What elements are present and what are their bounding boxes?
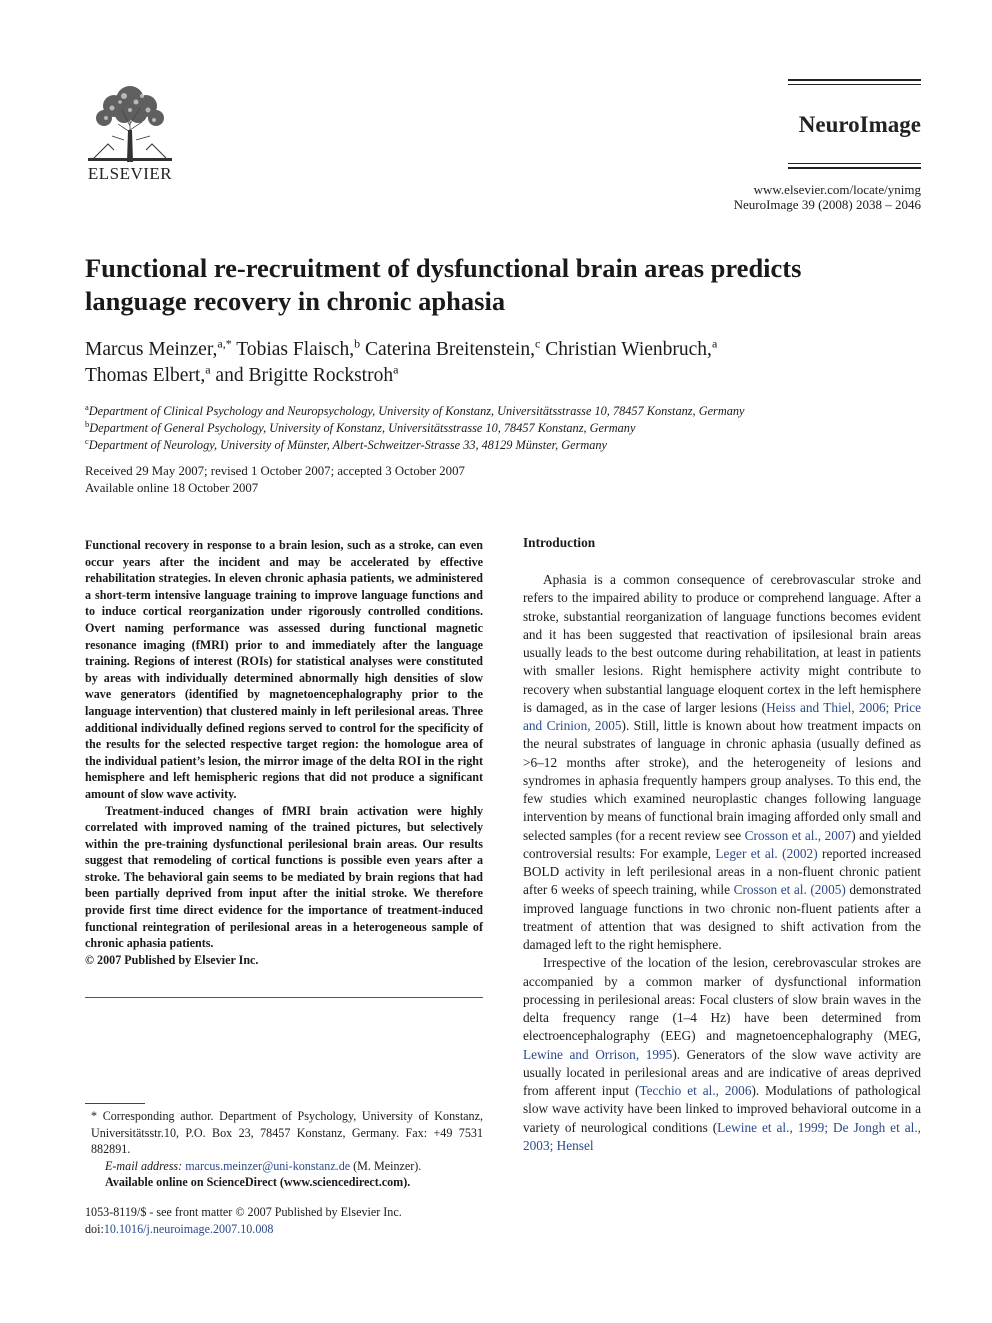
doi-line — [85, 1221, 483, 1238]
author: Tobias Flaisch, — [236, 339, 355, 360]
introduction-text: ). Still, little is known about how treatment impacts on the neural substrates of language in chronic aphasia (usually defined as >6–12 months after stroke), and the heterogeneity of lesions and syndromes in aphasia frequently hampers group analyses. To this end, the few studies which examined neuroplastic changes following language intervention by means of functional brain imaging afforded only small and selected samples (for a recent review see — [523, 718, 921, 843]
introduction-text: ) and yielded controversial results: For example, — [523, 827, 921, 861]
sciencedirect-note: Available online on ScienceDirect (www.sciencedirect.com). — [105, 1175, 411, 1189]
author: Caterina Breitenstein, — [364, 339, 535, 360]
author: Marcus Meinzer, — [85, 339, 218, 360]
corresponding-author: * Corresponding author. Department of Psychology, University of Konstanz, Universitätsstr.10, P.O. Box 23, 78457 Konstanz, Germany. Fax: +49 7531 882891. — [91, 1109, 483, 1156]
issn-line: 1053-8119/$ - see front matter © 2007 Published by Elsevier Inc. — [85, 1205, 402, 1219]
author-affiliation-mark: a — [711, 336, 718, 351]
journal-citation: NeuroImage 39 (2008) 2038 – 2046 — [733, 197, 921, 212]
affiliation-b — [85, 420, 915, 437]
article-title: Functional re-recruitment of dysfunctional brain areas predicts language recovery in chronic aphasia — [85, 253, 802, 316]
email-link[interactable]: marcus.meinzer@uni-konstanz.de — [185, 1158, 351, 1173]
affiliation-c — [85, 437, 915, 454]
email-label: E-mail address: — [105, 1158, 183, 1173]
author: and Brigitte Rockstroh — [215, 365, 394, 386]
author-affiliation-mark: a — [393, 362, 399, 377]
affiliation-text: Department of General Psychology, University of Konstanz, Universitätsstrasse 10, 78457 Konstanz, Germany — [89, 421, 636, 435]
citation-link[interactable]: Crosson et al. (2005) — [733, 882, 846, 898]
abstract-divider — [85, 997, 483, 998]
doi-label: doi: — [85, 1221, 104, 1236]
header-rule-bottom-thin — [788, 163, 921, 164]
author-affiliation-mark: c — [534, 336, 541, 351]
affiliation-text: Department of Clinical Psychology and Neuropsychology, University of Konstanz, Universitätsstrasse 10, 78457 Konstanz, Germany — [88, 404, 745, 418]
abstract-copyright: © 2007 Published by Elsevier Inc. — [85, 952, 259, 967]
abstract-paragraph: Functional recovery in response to a brain lesion, such as a stroke, can even occur years after the incident and may be accelerated by effective rehabilitation strategies. In eleven chronic aphasia patients, we administered a short-term intensive language training to improve language functions and to induce cortical reorganization under rigorously controlled conditions. Overt naming performance was assessed during functional magnetic resonance imaging (fMRI) prior to and immediately after the language training. Regions of interest (ROIs) for statistical analyses were constituted by areas with individually determined abnormally high densities of slow wave generators (identified by magnetoencephalography prior to the language intervention) that clustered mainly in left perilesional areas. Three additional individually defined regions served to control for the specificity of the results for the selected respective target region: the homologue area of the individual patient’s lesion, the mirror image of the delta ROI in the right hemisphere and left hemispheric regions that did not produce a significant amount of slow wave activity. — [85, 538, 483, 801]
citation-link[interactable]: Heiss and Thiel, 2006; Price and Crinion, 2005 — [523, 699, 921, 733]
author-affiliation-mark: a,* — [217, 336, 232, 351]
author-affiliation-mark: b — [354, 336, 361, 351]
introduction-paragraph — [523, 571, 921, 954]
front-matter — [85, 1204, 483, 1237]
doi-link[interactable]: 10.1016/j.neuroimage.2007.10.008 — [103, 1221, 274, 1236]
introduction-text: Irrespective of the location of the lesion, cerebrovascular strokes are accompanied by a common marker of dysfunctional information processing in perilesional areas: Focal clusters of slow brain waves in the delta frequency range (1–4 Hz) have been determined from electroencephalography (EEG) and magnetoencephalography (MEG, — [523, 955, 921, 1044]
elsevier-logo — [84, 80, 176, 184]
introduction-text: ). Modulations of pathological slow wave activity have been linked to improved behavioral outcome in a variety of neurological conditions ( — [523, 1083, 921, 1135]
journal-name: NeuroImage — [798, 112, 921, 137]
introduction-text: reported increased BOLD activity in left perilesional areas in a non-fluent chronic patient after 6 weeks of speech training, while — [523, 845, 921, 898]
introduction-paragraph — [523, 954, 921, 1155]
author: Christian Wienbruch, — [545, 339, 712, 360]
affiliation-key: a — [85, 401, 89, 412]
abstract-paragraph: Treatment-induced changes of fMRI brain activation were highly correlated with improved naming of the trained pictures, but selectively within the pre-training dysfunctional perilesional brain areas. Our results suggest that remodeling of cortical functions is possible even years after a stroke. The behavioral gain seems to be mediated by brain regions that had been partially deprived from input after the initial stroke. We therefore provide first time direct evidence for the importance of treatment-induced functional reintegration of perilesional areas in a heterogeneous sample of chronic aphasia patients. — [85, 803, 483, 951]
author-list — [85, 337, 905, 389]
affiliation-key: c — [85, 435, 89, 446]
footnote-divider — [85, 1103, 145, 1104]
corresponding-author-footnote — [85, 1108, 483, 1191]
citation-link[interactable]: Tecchio et al., 2006 — [639, 1083, 752, 1098]
received-dates: Received 29 May 2007; revised 1 October 2007; accepted 3 October 2007 — [85, 464, 465, 478]
author: Thomas Elbert, — [85, 365, 206, 386]
section-heading-introduction: Introduction — [523, 535, 596, 550]
citation-link[interactable]: Leger et al. (2002) — [715, 845, 818, 861]
header-rule-bottom — [788, 167, 921, 169]
available-online-date: Available online 18 October 2007 — [85, 481, 259, 495]
publisher-name: ELSEVIER — [87, 164, 173, 183]
abstract — [85, 537, 483, 968]
citation-link[interactable]: Crosson et al., 2007 — [744, 827, 852, 843]
introduction-body — [523, 571, 921, 1155]
introduction-text: demonstrated improved language functions in two chronic non-fluent patients after a treatment of attention that was designed to shift activation from the damaged left to the right hemisphere. — [523, 882, 921, 952]
introduction-text: ). Generators of the slow wave activity are usually located in perilesional areas and are indicative of areas deprived from afferent input ( — [523, 1046, 921, 1098]
journal-url[interactable]: www.elsevier.com/locate/ynimg — [753, 182, 921, 197]
header-rule-top-thin — [788, 84, 921, 85]
affiliation-a — [85, 403, 915, 420]
introduction-text: Aphasia is a common consequence of cerebrovascular stroke and refers to the impaired ability to produce or comprehend language. After a stroke, substantial reorganization of language functions becomes evident and it has been suggested that reactivation of ipsilesional brain areas usually leads to the best outcome during rehabilitation, at least in patients with smaller lesions. Right hemisphere activity might contribute to recovery when substantial language eloquent cortex in the left hemisphere is damaged, as in the case of larger lesions ( — [523, 572, 921, 715]
affiliation-key: b — [85, 418, 90, 429]
citation-link[interactable]: Lewine et al., 1999; De Jongh et al., 2003; Hensel — [523, 1119, 921, 1153]
author-affiliation-mark: a — [205, 362, 211, 377]
email-line — [85, 1158, 483, 1175]
citation-link[interactable]: Lewine and Orrison, 1995 — [523, 1046, 673, 1062]
elsevier-tree-icon — [84, 80, 176, 162]
header-rule-top — [788, 79, 921, 81]
email-suffix: (M. Meinzer). — [353, 1158, 422, 1173]
affiliation-text: Department of Neurology, University of Münster, Albert-Schweitzer-Strasse 33, 48129 Münster, Germany — [88, 438, 607, 452]
